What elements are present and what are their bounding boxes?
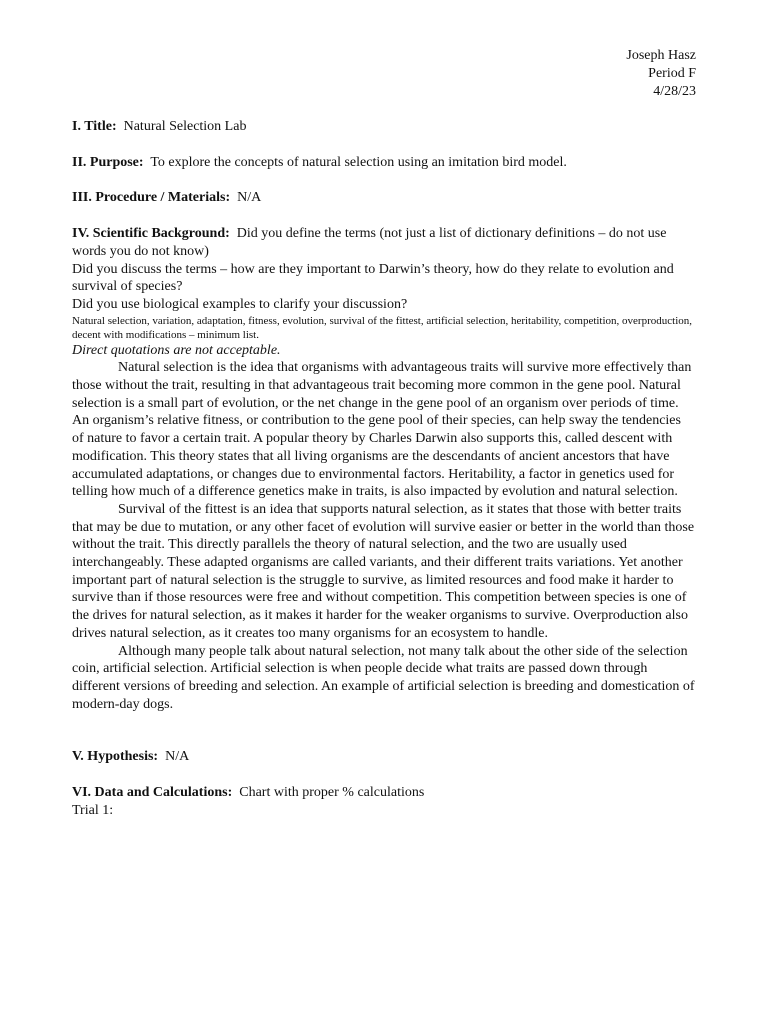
title-label: I. Title bbox=[72, 119, 112, 134]
background-prompt-3: Did you use biological examples to clarify your discussion? bbox=[72, 296, 408, 312]
data-label: VI. Data and Calculations: bbox=[72, 785, 233, 801]
data-section bbox=[72, 784, 696, 802]
class-period: Period F bbox=[648, 66, 696, 81]
background-paragraph-3: Although many people talk about natural selection, not many talk about the other side of the selection coin, artificial selection. Artificial selection is when people decide what traits are passed down through different versions of breeding and selection. An example of artificial selection is breeding and domestication of modern-day dogs. bbox=[72, 643, 695, 712]
hypothesis-value: N/A bbox=[165, 749, 190, 765]
document-body bbox=[72, 118, 696, 820]
background-label: IV. Scientific Background: bbox=[72, 226, 230, 242]
background-paragraph-1: Natural selection is the idea that organisms with advantageous traits will survive more effectively than those without the trait, resulting in that advantageous trait becoming more common in the gene pool. Natural selection is a small part of evolution, or the net change in the gene pool of an organism over periods of time. An organism’s relative fitness, or contribution to the gene pool of their species, can help sway the tendencies of nature to favor a certain trait. A popular theory by Charles Darwin also supports this, called descent with modification. This theory states that all living organisms are the descendants of ancient ancestors that have accumulated adaptations, or changes due to environmental factors. Heritability, a factor in genetics used for telling how much of a difference genetics make in traits, is also impacted by evolution and natural selection. bbox=[72, 360, 692, 500]
background-paragraph-2: Survival of the fittest is an idea that supports natural selection, as it states that those with better traits that may be due to mutation, or any other facet of evolution will survive easier or better in the world than those without the trait. This directly parallels the theory of natural selection, and the two are usually used interchangeably. These adapted organisms are called variants, and their different traits variations. Yet another important part of natural selection is the struggle to survive, as limited resources and food make it harder to survive than if those resources were free and without competition. This competition between species is one of the drives for natural selection, as it makes it harder for the weaker organisms to survive. Overproduction also drives natural selection, as it creates too many organisms for an ecosystem to handle. bbox=[72, 501, 695, 641]
data-value: Chart with proper % calculations bbox=[239, 785, 425, 801]
purpose-value: To explore the concepts of natural selection using an imitation bird model. bbox=[150, 154, 567, 170]
title-section: I. Title: Natural Selection Lab bbox=[72, 119, 247, 134]
background-prompt-2: Did you discuss the terms – how are they important to Darwin’s theory, how do they relate to evolution and survival of species? bbox=[72, 261, 674, 295]
quotation-note: Direct quotations are not acceptable. bbox=[72, 342, 281, 358]
procedure-label: III. Procedure / Materials: bbox=[72, 190, 231, 206]
author-header bbox=[626, 47, 696, 101]
procedure-value: N/A bbox=[237, 190, 262, 206]
purpose-label: II. Purpose: bbox=[72, 154, 144, 170]
hypothesis-label: V. Hypothesis: bbox=[72, 749, 159, 765]
hypothesis-section bbox=[72, 748, 696, 766]
trial-label: Trial 1: bbox=[72, 802, 114, 818]
document-date: 4/28/23 bbox=[653, 84, 696, 99]
terms-list: Natural selection, variation, adaptation, fitness, evolution, survival of the fittest, artificial selection, heritability, competition, overproduction, decent with modifications – minimum list. bbox=[72, 314, 693, 341]
student-name: Joseph Hasz bbox=[626, 48, 696, 63]
purpose-section bbox=[72, 154, 696, 172]
title-value: Natural Selection Lab bbox=[123, 119, 247, 134]
background-section bbox=[72, 225, 696, 260]
background-prompt-1: Did you define the terms (not just a list of dictionary definitions – do not use words you do not know) bbox=[72, 226, 667, 259]
procedure-section bbox=[72, 189, 696, 207]
